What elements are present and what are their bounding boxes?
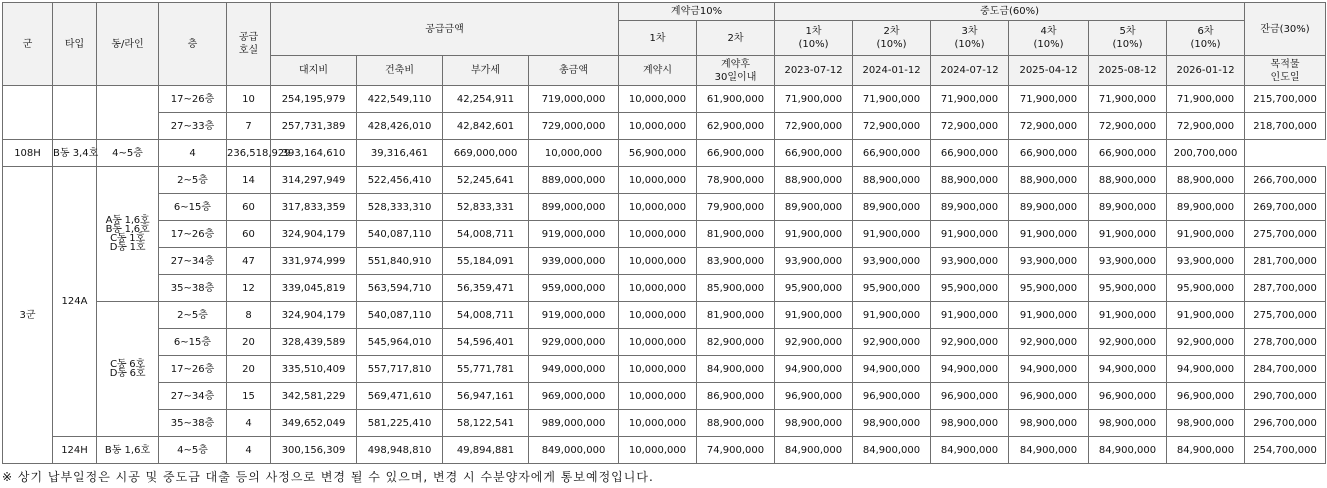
header-dong-line: 동/라인 xyxy=(97,3,159,86)
vat-cell: 54,596,401 xyxy=(443,329,529,356)
floor-cell: 27~34층 xyxy=(159,248,227,275)
land-cost-cell: 317,833,359 xyxy=(271,194,357,221)
dong-line-text: C동 6호 xyxy=(110,359,145,370)
middle-6-cell: 72,900,000 xyxy=(1167,113,1245,140)
middle-2-cell: 89,900,000 xyxy=(853,194,931,221)
deposit-1-cell: 10,000,000 xyxy=(619,248,697,275)
header-supply-price: 공급금액 xyxy=(271,3,619,56)
table-row xyxy=(3,113,1326,140)
vat-cell: 49,894,881 xyxy=(443,437,529,464)
table-row xyxy=(3,86,1326,113)
dong-line-text: C동 1호 xyxy=(110,233,145,244)
units-cell: 4 xyxy=(227,437,271,464)
balance-cell: 296,700,000 xyxy=(1245,410,1326,437)
middle-6-cell: 84,900,000 xyxy=(1167,437,1245,464)
total-cell: 849,000,000 xyxy=(529,437,619,464)
middle-3-cell: 66,900,000 xyxy=(853,140,931,167)
header-middle-payment: 중도금(60%) xyxy=(775,3,1245,21)
header-units-line2: 호실 xyxy=(238,45,259,56)
middle-5-cell: 66,900,000 xyxy=(1009,140,1089,167)
middle-round-pct: (10%) xyxy=(954,39,985,50)
header-total: 총금액 xyxy=(529,56,619,86)
middle-6-cell: 66,900,000 xyxy=(1089,140,1167,167)
deposit-2-cell: 85,900,000 xyxy=(697,275,775,302)
middle-6-cell: 71,900,000 xyxy=(1167,86,1245,113)
type-cell: 124H xyxy=(53,437,97,464)
dong-line-cell xyxy=(97,167,159,302)
building-cost-cell: 557,717,810 xyxy=(357,356,443,383)
units-cell: 20 xyxy=(227,356,271,383)
building-cost-cell: 563,594,710 xyxy=(357,275,443,302)
table-row xyxy=(3,356,1326,383)
vat-cell: 56,359,471 xyxy=(443,275,529,302)
land-cost-cell: 342,581,229 xyxy=(271,383,357,410)
deposit-2-cell: 56,900,000 xyxy=(619,140,697,167)
deposit-1-cell: 10,000,000 xyxy=(619,437,697,464)
group-cell-blank xyxy=(3,86,53,140)
balance-cell: 218,700,000 xyxy=(1245,113,1326,140)
units-cell: 4 xyxy=(227,410,271,437)
balance-cell: 269,700,000 xyxy=(1245,194,1326,221)
middle-1-cell: 98,900,000 xyxy=(775,410,853,437)
middle-1-cell: 84,900,000 xyxy=(775,437,853,464)
middle-3-cell: 84,900,000 xyxy=(931,437,1009,464)
total-cell: 949,000,000 xyxy=(529,356,619,383)
land-cost-cell: 324,904,179 xyxy=(271,302,357,329)
middle-4-cell: 93,900,000 xyxy=(1009,248,1089,275)
header-group: 군 xyxy=(3,3,53,86)
deposit-2-when-line1: 계약후 xyxy=(721,58,750,70)
middle-2-cell: 91,900,000 xyxy=(853,221,931,248)
vat-cell: 54,008,711 xyxy=(443,302,529,329)
total-cell: 969,000,000 xyxy=(529,383,619,410)
middle-2-cell: 88,900,000 xyxy=(853,167,931,194)
middle-round-label: 5차 xyxy=(1119,26,1136,37)
middle-3-cell: 94,900,000 xyxy=(931,356,1009,383)
floor-cell: 27~34층 xyxy=(159,383,227,410)
total-cell: 929,000,000 xyxy=(529,329,619,356)
balance-cell: 287,700,000 xyxy=(1245,275,1326,302)
table-row xyxy=(3,167,1326,194)
dong-line-cell xyxy=(97,302,159,437)
middle-2-cell: 72,900,000 xyxy=(853,113,931,140)
floor-cell: 27~33층 xyxy=(159,113,227,140)
table-row xyxy=(3,275,1326,302)
header-middle-6-date: 2026-01-12 xyxy=(1167,56,1245,86)
middle-round-label: 1차 xyxy=(805,26,822,37)
building-cost-cell: 528,333,310 xyxy=(357,194,443,221)
header-deposit-1-when: 계약시 xyxy=(619,56,697,86)
middle-6-cell: 92,900,000 xyxy=(1167,329,1245,356)
middle-4-cell: 91,900,000 xyxy=(1009,302,1089,329)
balance-when-line2: 인도일 xyxy=(1270,71,1300,83)
middle-4-cell: 71,900,000 xyxy=(1009,86,1089,113)
middle-round-pct: (10%) xyxy=(1112,39,1143,50)
building-cost-cell: 545,964,010 xyxy=(357,329,443,356)
dong-line-text: B동 1,6호 xyxy=(105,224,150,235)
building-cost-cell: 540,087,110 xyxy=(357,221,443,248)
middle-round-label: 6차 xyxy=(1197,26,1214,37)
middle-3-cell: 72,900,000 xyxy=(931,113,1009,140)
floor-cell: 17~26층 xyxy=(159,221,227,248)
deposit-1-cell: 10,000,000 xyxy=(529,140,619,167)
middle-1-cell: 71,900,000 xyxy=(775,86,853,113)
deposit-1-cell: 10,000,000 xyxy=(619,194,697,221)
middle-3-cell: 71,900,000 xyxy=(931,86,1009,113)
deposit-2-cell: 83,900,000 xyxy=(697,248,775,275)
type-cell: 108H xyxy=(3,140,53,167)
deposit-1-cell: 10,000,000 xyxy=(619,167,697,194)
middle-round-pct: (10%) xyxy=(1033,39,1064,50)
middle-4-cell: 96,900,000 xyxy=(1009,383,1089,410)
balance-cell: 278,700,000 xyxy=(1245,329,1326,356)
middle-4-cell: 94,900,000 xyxy=(1009,356,1089,383)
deposit-2-cell: 61,900,000 xyxy=(697,86,775,113)
deposit-2-cell: 86,900,000 xyxy=(697,383,775,410)
middle-1-cell: 91,900,000 xyxy=(775,302,853,329)
table-row xyxy=(3,194,1326,221)
land-cost-cell: 339,045,819 xyxy=(271,275,357,302)
table-row xyxy=(3,329,1326,356)
deposit-1-cell: 10,000,000 xyxy=(619,356,697,383)
total-cell: 989,000,000 xyxy=(529,410,619,437)
vat-cell: 58,122,541 xyxy=(443,410,529,437)
header-deposit-2-when xyxy=(697,56,775,86)
header-balance: 잔금(30%) xyxy=(1245,3,1326,56)
vat-cell: 54,008,711 xyxy=(443,221,529,248)
middle-4-cell: 91,900,000 xyxy=(1009,221,1089,248)
middle-4-cell: 66,900,000 xyxy=(931,140,1009,167)
table-body xyxy=(3,86,1326,464)
header-middle-1 xyxy=(775,21,853,56)
deposit-1-cell: 10,000,000 xyxy=(619,275,697,302)
vat-cell: 42,842,601 xyxy=(443,113,529,140)
header-balance-when xyxy=(1245,56,1326,86)
land-cost-cell: 331,974,999 xyxy=(271,248,357,275)
deposit-1-cell: 10,000,000 xyxy=(619,86,697,113)
floor-cell: 4~5층 xyxy=(159,437,227,464)
building-cost-cell: 551,840,910 xyxy=(357,248,443,275)
middle-2-cell: 94,900,000 xyxy=(853,356,931,383)
middle-1-cell: 66,900,000 xyxy=(697,140,775,167)
floor-cell: 35~38층 xyxy=(159,410,227,437)
middle-5-cell: 91,900,000 xyxy=(1089,302,1167,329)
land-cost-cell: 257,731,389 xyxy=(271,113,357,140)
deposit-2-cell: 81,900,000 xyxy=(697,221,775,248)
middle-1-cell: 72,900,000 xyxy=(775,113,853,140)
middle-1-cell: 93,900,000 xyxy=(775,248,853,275)
deposit-2-cell: 88,900,000 xyxy=(697,410,775,437)
middle-2-cell: 96,900,000 xyxy=(853,383,931,410)
dong-line-text: D동 1호 xyxy=(109,242,146,253)
middle-6-cell: 96,900,000 xyxy=(1167,383,1245,410)
building-cost-cell: 581,225,410 xyxy=(357,410,443,437)
header-middle-5-date: 2025-08-12 xyxy=(1089,56,1167,86)
land-cost-cell: 236,518,929 xyxy=(227,140,271,167)
deposit-2-cell: 81,900,000 xyxy=(697,302,775,329)
units-cell: 14 xyxy=(227,167,271,194)
middle-5-cell: 94,900,000 xyxy=(1089,356,1167,383)
units-cell: 60 xyxy=(227,221,271,248)
units-cell: 20 xyxy=(227,329,271,356)
land-cost-cell: 324,904,179 xyxy=(271,221,357,248)
middle-3-cell: 93,900,000 xyxy=(931,248,1009,275)
middle-round-label: 2차 xyxy=(883,26,900,37)
total-cell: 889,000,000 xyxy=(529,167,619,194)
middle-1-cell: 91,900,000 xyxy=(775,221,853,248)
dong-line-text: D동 6호 xyxy=(109,368,146,379)
header-deposit: 계약금10% xyxy=(619,3,775,21)
deposit-2-cell: 74,900,000 xyxy=(697,437,775,464)
header-land-cost: 대지비 xyxy=(271,56,357,86)
middle-3-cell: 89,900,000 xyxy=(931,194,1009,221)
table-row xyxy=(3,383,1326,410)
middle-5-cell: 84,900,000 xyxy=(1089,437,1167,464)
middle-6-cell: 91,900,000 xyxy=(1167,221,1245,248)
deposit-1-cell: 10,000,000 xyxy=(619,221,697,248)
middle-3-cell: 91,900,000 xyxy=(931,221,1009,248)
middle-2-cell: 92,900,000 xyxy=(853,329,931,356)
header-middle-4-date: 2025-04-12 xyxy=(1009,56,1089,86)
units-cell: 47 xyxy=(227,248,271,275)
balance-when-line1: 목적물 xyxy=(1270,58,1300,70)
header-deposit-1: 1차 xyxy=(619,21,697,56)
total-cell: 959,000,000 xyxy=(529,275,619,302)
middle-3-cell: 96,900,000 xyxy=(931,383,1009,410)
middle-2-cell: 84,900,000 xyxy=(853,437,931,464)
units-cell: 12 xyxy=(227,275,271,302)
footnote: ※ 상기 납부일정은 시공 및 중도금 대출 등의 사정으로 변경 될 수 있으며, 변경 시 수분양자에게 통보예정입니다. xyxy=(2,470,654,484)
table-row xyxy=(3,437,1326,464)
balance-cell: 275,700,000 xyxy=(1245,221,1326,248)
land-cost-cell: 335,510,409 xyxy=(271,356,357,383)
header-middle-3 xyxy=(931,21,1009,56)
vat-cell: 55,771,781 xyxy=(443,356,529,383)
middle-5-cell: 88,900,000 xyxy=(1089,167,1167,194)
table-row xyxy=(3,302,1326,329)
total-cell: 719,000,000 xyxy=(529,86,619,113)
building-cost-cell: 393,164,610 xyxy=(271,140,357,167)
units-cell: 7 xyxy=(227,113,271,140)
header-middle-1-date: 2023-07-12 xyxy=(775,56,853,86)
total-cell: 939,000,000 xyxy=(529,248,619,275)
table-header xyxy=(3,3,1326,86)
header-middle-3-date: 2024-07-12 xyxy=(931,56,1009,86)
deposit-1-cell: 10,000,000 xyxy=(619,302,697,329)
deposit-2-when-line2: 30일이내 xyxy=(714,71,757,83)
deposit-2-cell: 78,900,000 xyxy=(697,167,775,194)
building-cost-cell: 428,426,010 xyxy=(357,113,443,140)
middle-5-cell: 96,900,000 xyxy=(1089,383,1167,410)
group-cell: 3군 xyxy=(3,167,53,464)
middle-round-label: 4차 xyxy=(1040,26,1057,37)
dong-cell-blank xyxy=(97,86,159,140)
total-cell: 899,000,000 xyxy=(529,194,619,221)
middle-1-cell: 89,900,000 xyxy=(775,194,853,221)
header-type: 타입 xyxy=(53,3,97,86)
middle-4-cell: 95,900,000 xyxy=(1009,275,1089,302)
balance-cell: 281,700,000 xyxy=(1245,248,1326,275)
middle-4-cell: 84,900,000 xyxy=(1009,437,1089,464)
floor-cell: 35~38층 xyxy=(159,275,227,302)
floor-cell: 2~5층 xyxy=(159,302,227,329)
header-units-line1: 공급 xyxy=(238,32,259,43)
vat-cell: 55,184,091 xyxy=(443,248,529,275)
middle-6-cell: 95,900,000 xyxy=(1167,275,1245,302)
floor-cell: 17~26층 xyxy=(159,356,227,383)
middle-2-cell: 98,900,000 xyxy=(853,410,931,437)
land-cost-cell: 328,439,589 xyxy=(271,329,357,356)
middle-2-cell: 66,900,000 xyxy=(775,140,853,167)
land-cost-cell: 349,652,049 xyxy=(271,410,357,437)
middle-5-cell: 91,900,000 xyxy=(1089,221,1167,248)
middle-4-cell: 72,900,000 xyxy=(1009,113,1089,140)
middle-1-cell: 94,900,000 xyxy=(775,356,853,383)
middle-5-cell: 72,900,000 xyxy=(1089,113,1167,140)
vat-cell: 56,947,161 xyxy=(443,383,529,410)
balance-cell: 254,700,000 xyxy=(1245,437,1326,464)
deposit-1-cell: 10,000,000 xyxy=(619,329,697,356)
type-cell: 124A xyxy=(53,167,97,437)
middle-4-cell: 92,900,000 xyxy=(1009,329,1089,356)
middle-3-cell: 88,900,000 xyxy=(931,167,1009,194)
building-cost-cell: 540,087,110 xyxy=(357,302,443,329)
floor-cell: 4~5층 xyxy=(97,140,159,167)
balance-cell: 284,700,000 xyxy=(1245,356,1326,383)
middle-1-cell: 88,900,000 xyxy=(775,167,853,194)
floor-cell: 6~15층 xyxy=(159,329,227,356)
middle-5-cell: 93,900,000 xyxy=(1089,248,1167,275)
middle-5-cell: 98,900,000 xyxy=(1089,410,1167,437)
middle-4-cell: 89,900,000 xyxy=(1009,194,1089,221)
units-cell: 4 xyxy=(159,140,227,167)
floor-cell: 2~5층 xyxy=(159,167,227,194)
middle-6-cell: 88,900,000 xyxy=(1167,167,1245,194)
building-cost-cell: 522,456,410 xyxy=(357,167,443,194)
middle-5-cell: 71,900,000 xyxy=(1089,86,1167,113)
middle-3-cell: 95,900,000 xyxy=(931,275,1009,302)
header-building-cost: 건축비 xyxy=(357,56,443,86)
dong-line-cell: B동 3,4호 xyxy=(53,140,97,167)
dong-line-cell: B동 1,6호 xyxy=(97,437,159,464)
header-middle-5 xyxy=(1089,21,1167,56)
balance-cell: 200,700,000 xyxy=(1167,140,1245,167)
total-cell: 729,000,000 xyxy=(529,113,619,140)
middle-6-cell: 98,900,000 xyxy=(1167,410,1245,437)
balance-cell: 266,700,000 xyxy=(1245,167,1326,194)
floor-cell: 17~26층 xyxy=(159,86,227,113)
header-units xyxy=(227,3,271,86)
total-cell: 669,000,000 xyxy=(443,140,529,167)
units-cell: 15 xyxy=(227,383,271,410)
middle-4-cell: 88,900,000 xyxy=(1009,167,1089,194)
building-cost-cell: 498,948,810 xyxy=(357,437,443,464)
vat-cell: 52,833,331 xyxy=(443,194,529,221)
type-cell-blank xyxy=(53,86,97,140)
middle-5-cell: 89,900,000 xyxy=(1089,194,1167,221)
vat-cell: 42,254,911 xyxy=(443,86,529,113)
deposit-1-cell: 10,000,000 xyxy=(619,383,697,410)
middle-round-label: 3차 xyxy=(961,26,978,37)
table-row xyxy=(3,410,1326,437)
header-middle-2 xyxy=(853,21,931,56)
units-cell: 10 xyxy=(227,86,271,113)
units-cell: 8 xyxy=(227,302,271,329)
header-middle-2-date: 2024-01-12 xyxy=(853,56,931,86)
deposit-1-cell: 10,000,000 xyxy=(619,113,697,140)
middle-round-pct: (10%) xyxy=(798,39,829,50)
vat-cell: 52,245,641 xyxy=(443,167,529,194)
total-cell: 919,000,000 xyxy=(529,302,619,329)
middle-3-cell: 91,900,000 xyxy=(931,302,1009,329)
middle-4-cell: 98,900,000 xyxy=(1009,410,1089,437)
middle-2-cell: 91,900,000 xyxy=(853,302,931,329)
middle-round-pct: (10%) xyxy=(1190,39,1221,50)
middle-5-cell: 95,900,000 xyxy=(1089,275,1167,302)
balance-cell: 275,700,000 xyxy=(1245,302,1326,329)
vat-cell: 39,316,461 xyxy=(357,140,443,167)
middle-6-cell: 89,900,000 xyxy=(1167,194,1245,221)
deposit-2-cell: 79,900,000 xyxy=(697,194,775,221)
middle-round-pct: (10%) xyxy=(876,39,907,50)
middle-2-cell: 71,900,000 xyxy=(853,86,931,113)
table-row xyxy=(3,221,1326,248)
middle-2-cell: 93,900,000 xyxy=(853,248,931,275)
middle-3-cell: 98,900,000 xyxy=(931,410,1009,437)
header-middle-6 xyxy=(1167,21,1245,56)
deposit-2-cell: 82,900,000 xyxy=(697,329,775,356)
middle-1-cell: 96,900,000 xyxy=(775,383,853,410)
floor-cell: 6~15층 xyxy=(159,194,227,221)
middle-6-cell: 91,900,000 xyxy=(1167,302,1245,329)
middle-3-cell: 92,900,000 xyxy=(931,329,1009,356)
deposit-2-cell: 62,900,000 xyxy=(697,113,775,140)
balance-cell: 290,700,000 xyxy=(1245,383,1326,410)
header-deposit-2: 2차 xyxy=(697,21,775,56)
land-cost-cell: 314,297,949 xyxy=(271,167,357,194)
middle-5-cell: 92,900,000 xyxy=(1089,329,1167,356)
middle-6-cell: 93,900,000 xyxy=(1167,248,1245,275)
deposit-2-cell: 84,900,000 xyxy=(697,356,775,383)
balance-cell: 215,700,000 xyxy=(1245,86,1326,113)
table-row xyxy=(3,140,1326,167)
middle-1-cell: 92,900,000 xyxy=(775,329,853,356)
price-table xyxy=(2,2,1326,464)
building-cost-cell: 422,549,110 xyxy=(357,86,443,113)
total-cell: 919,000,000 xyxy=(529,221,619,248)
building-cost-cell: 569,471,610 xyxy=(357,383,443,410)
units-cell: 60 xyxy=(227,194,271,221)
dong-line-text: A동 1,6호 xyxy=(105,215,150,226)
table-row xyxy=(3,248,1326,275)
middle-2-cell: 95,900,000 xyxy=(853,275,931,302)
deposit-1-cell: 10,000,000 xyxy=(619,410,697,437)
land-cost-cell: 300,156,309 xyxy=(271,437,357,464)
header-floor: 층 xyxy=(159,3,227,86)
header-vat: 부가세 xyxy=(443,56,529,86)
middle-1-cell: 95,900,000 xyxy=(775,275,853,302)
middle-6-cell: 94,900,000 xyxy=(1167,356,1245,383)
land-cost-cell: 254,195,979 xyxy=(271,86,357,113)
header-middle-4 xyxy=(1009,21,1089,56)
